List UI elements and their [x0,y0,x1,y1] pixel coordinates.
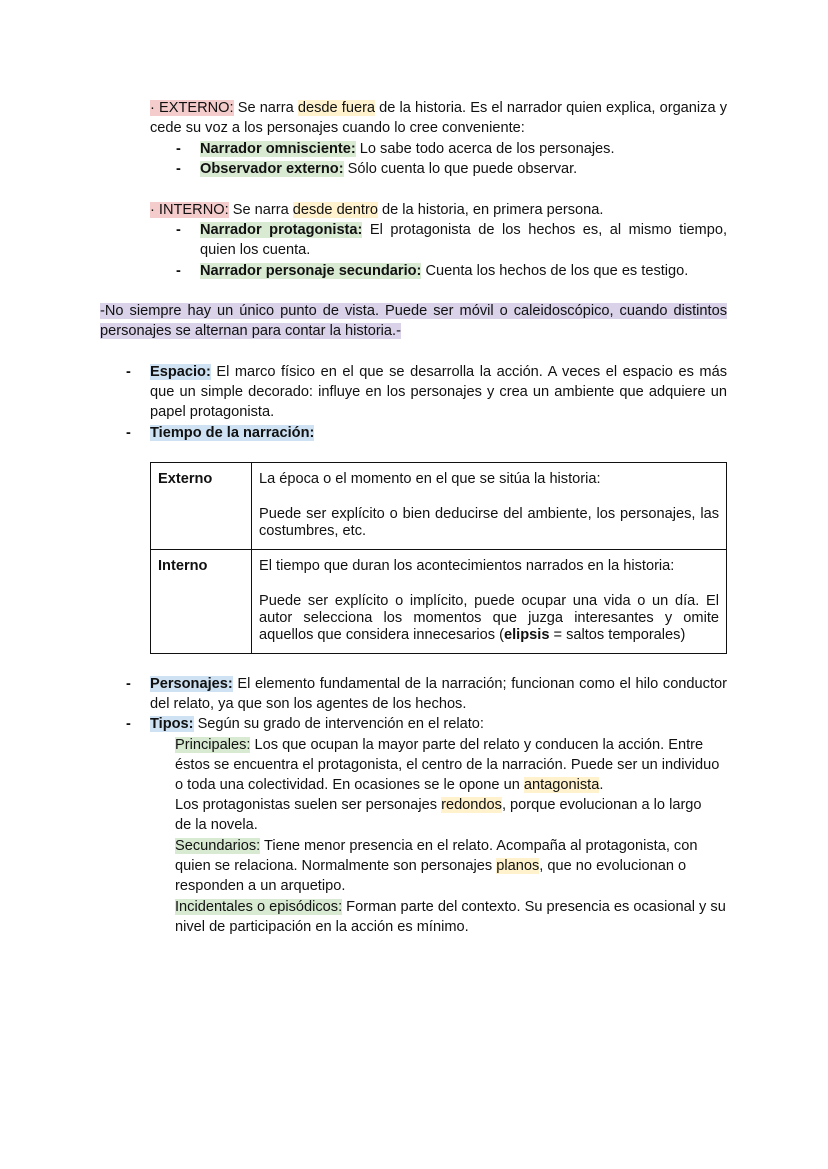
highlight-redondos: redondos [441,797,502,813]
externo-label: · EXTERNO: [150,100,234,116]
table-value-cell: La época o el momento en el que se sitúa la historia: Puede ser explícito o bien deducirse del ambiente, los personajes, las costumbres, etc. [252,463,727,550]
interno-label: · INTERNO: [150,202,229,218]
table-row [151,463,727,550]
bullet-dash: - [176,222,181,238]
note-paragraph: -No siempre hay un único punto de vista. Puede ser móvil o caleidoscópico, cuando distintos personajes se alternan para contar la historia.- [100,303,727,340]
tiempo-table [150,462,727,654]
tipos-item: Tipos: Según su grado de intervención en el relato: [150,716,484,732]
bullet-dash: - [126,364,131,380]
interno-item-secundario: Narrador personaje secundario: Cuenta los hechos de los que es testigo. [200,263,689,279]
interno-item-protagonista: Narrador protagonista: El protagonista de los hechos es, al mismo tiempo, quien los cuenta. [200,222,728,259]
highlight-planos: planos [496,858,540,875]
interno-paragraph: · INTERNO: Se narra desde dentro de la historia, en primera persona. [150,202,604,218]
personajes-item: Personajes: El elemento fundamental de la narración; funcionan como el hilo conductor del relato, ya que son los agentes de los hechos. [150,676,727,713]
table-key-cell: Interno [151,550,252,654]
externo-item-observador: Observador externo: Sólo cuenta lo que puede observar. [200,161,578,177]
table-value-cell: El tiempo que duran los acontecimientos narrados en la historia: Puede ser explícito o implícito, puede ocupar una vida o un día. El autor selecciona los momentos que juzga interesantes y omite aquellos que considera innecesarios (elipsis = saltos temporales) [252,550,727,654]
table-row [151,550,727,654]
tipos-incidentales: Incidentales o episódicos: Forman parte del contexto. Su presencia es ocasional y su nivel de participación en la acción es mínimo. [175,899,726,936]
highlight-antagonista: antagonista [523,777,600,794]
espacio-item: Espacio: El marco físico en el que se desarrolla la acción. A veces el espacio es más que un simple decorado: influye en los personajes y crea un ambiente que adquiere un papel protagonista. [150,364,727,421]
bullet-dash: - [176,161,181,177]
bullet-dash: - [176,263,181,279]
highlight-desde-fuera: desde fuera [297,100,376,116]
tipos-secundarios: Secundarios: Tiene menor presencia en el relato. Acompaña al protagonista, con quien se relaciona. Normalmente son personajes planos, que no evolucionan o responden a un arquetipo. [175,838,698,895]
bullet-dash: - [176,141,181,157]
tiempo-item: Tiempo de la narración: [150,425,315,441]
highlight-desde-dentro: desde dentro [292,202,378,218]
bullet-dash: - [126,425,131,441]
table-key-cell: Externo [151,463,252,550]
tipos-principales: Principales: Los que ocupan la mayor parte del relato y conducen la acción. Entre éstos se encuentra el protagonista, el centro de la narración. Puede ser un individuo o toda una colectividad. En ocasiones se le opone un antagonista. [175,737,720,794]
externo-item-omnisciente: Narrador omnisciente: Lo sabe todo acerca de los personajes. [200,141,615,157]
bullet-dash: - [126,716,131,732]
tipos-protagonistas: Los protagonistas suelen ser personajes redondos, porque evolucionan a lo largo de la novela. [175,797,702,834]
bullet-dash: - [126,676,131,692]
externo-paragraph: · EXTERNO: Se narra desde fuera de la historia. Es el narrador quien explica, organiza y cede su voz a los personajes cuando lo cree conveniente: [150,100,727,137]
